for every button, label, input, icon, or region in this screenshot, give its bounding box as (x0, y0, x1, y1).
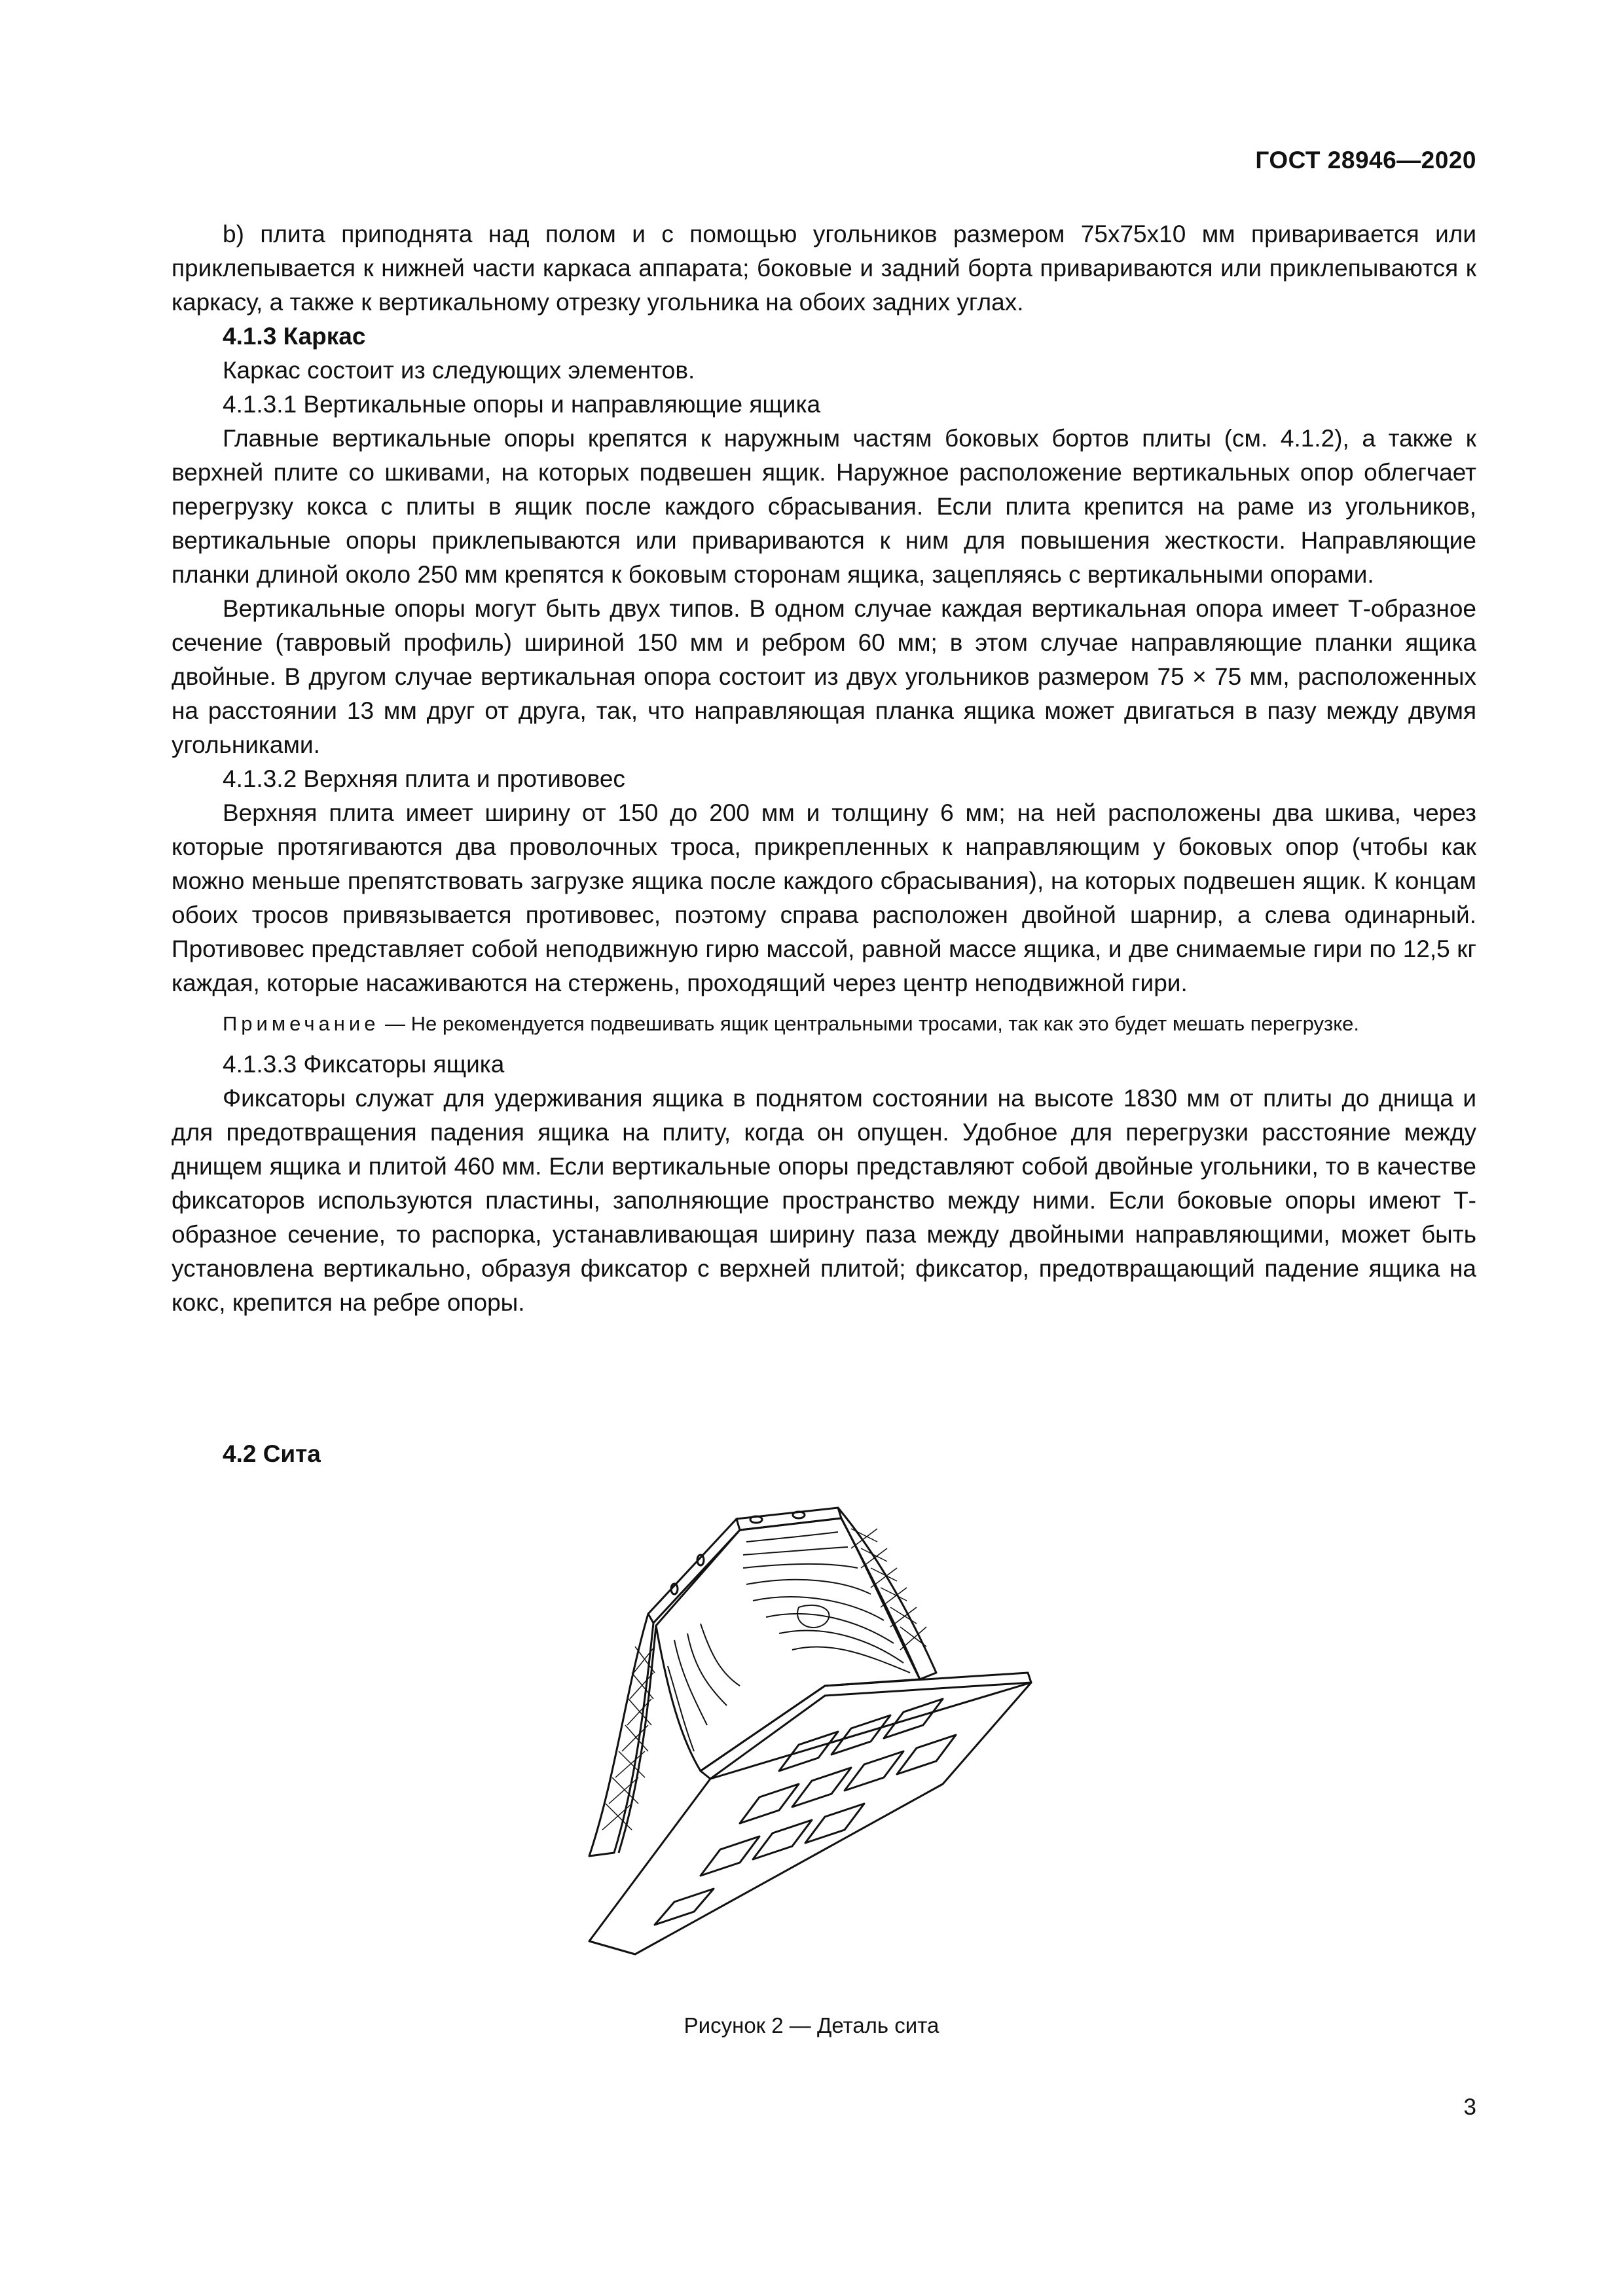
heading-4-1-3-1: 4.1.3.1 Вертикальные опоры и направляющие ящика (223, 391, 821, 418)
paragraph: Главные вертикальные опоры крепятся к наружным частям боковых бортов плиты (см. 4.1.2), а также к верхней плите со шкивами, на которых подвешен ящик. Наружное расположение вертикальных опор облегчает перегрузку кокса с плиты в ящик после каждого сбрасывания. Если плита крепится на раме из угольников, вертикальные опоры приклепываются или привариваются к ним для повышения жесткости. Направляющие планки длиной около 250 мм крепятся к боковым сторонам ящика, зацепляясь с вертикальными опорами. (172, 425, 1476, 588)
paragraph-b: b) плита приподнята над полом и с помощью угольников размером 75х75х10 мм приваривается или приклепывается к нижней части каркаса аппарата; боковые и задний борта привариваются или приклепываются к каркасу, а также к вертикальному отрезку угольника на обоих задних углах. (172, 221, 1476, 316)
wood-panel (656, 1518, 920, 1771)
figure-caption: Рисунок 2 — Деталь сита (684, 2013, 939, 2037)
note-label: Примечание (223, 1012, 380, 1035)
paragraph: Фиксаторы служат для удерживания ящика в поднятом состоянии на высоте 1830 мм от плиты до днища и для предотвращения падения ящика на плиту, когда он опущен. Удобное для перегрузки расстояние между днищем ящика и плитой 460 мм. Если вертикальные опоры представляют собой двойные угольники, то в качестве фиксаторов используются пластины, заполняющие пространство между ними. Если боковые опоры имеют Т-образное сечение, то распорка, устанавливающая ширину паза между двойными направляющими, может быть установлена вертикально, образуя фиксатор с верхней плитой; фиксатор, предотвращающий падение ящика на кокс, крепится на ребре опоры. (172, 1085, 1476, 1316)
right-frame-edge (838, 1508, 936, 1679)
heading-4-1-3-2: 4.1.3.2 Верхняя плита и противовес (223, 765, 625, 792)
frame-left-rim (648, 1519, 740, 1623)
note (172, 1010, 1476, 1038)
sieve-drawing (484, 1476, 1172, 1974)
document-code-header: ГОСТ 28946—2020 (1255, 147, 1476, 173)
paragraph: Верхняя плита имеет ширину от 150 до 200 мм и толщину 6 мм; на ней расположены два шкива, через которые протягиваются два проволочных троса, прикрепленных к направляющим у боковых опор (чтобы как можно меньше препятствовать загрузке ящика после каждого сбрасывания), на которых подвешен ящик. К концам обоих тросов привязывается противовес, поэтому справа расположен двойной шарнир, а слева одинарный. Противовес представляет собой неподвижную гирю массой, равной массе ящика, и две снимаемые гири по 12,5 кг каждая, которые насаживаются на стержень, проходящий через центр неподвижной гири. (172, 799, 1476, 996)
heading-4-1-3-3: 4.1.3.3 Фиксаторы ящика (223, 1051, 505, 1078)
body-text (172, 217, 1476, 1320)
section-heading-4-2: 4.2 Сита (223, 1440, 321, 1467)
page-number: 3 (1463, 2094, 1476, 2120)
paragraph: Каркас состоит из следующих элементов. (223, 357, 695, 384)
note-text: — Не рекомендуется подвешивать ящик центральными тросами, так как это будет мешать перегрузке. (379, 1012, 1359, 1035)
heading-4-1-3: 4.1.3 Каркас (223, 323, 366, 350)
perforated-screen (589, 1683, 1031, 1954)
sieve-detail-figure (484, 1476, 1172, 1974)
paragraph: Вертикальные опоры могут быть двух типов. В одном случае каждая вертикальная опора имеет Т-образное сечение (тавровый профиль) шириной 150 мм и ребром 60 мм; в этом случае направляющие планки ящика двойные. В другом случае вертикальная опора состоит из двух угольников размером 75 × 75 мм, расположенных на расстоянии 13 мм друг от друга, так, что направляющая планка ящика может двигаться в пазу между двумя угольниками. (172, 595, 1476, 758)
frame-top-rim (737, 1508, 841, 1530)
